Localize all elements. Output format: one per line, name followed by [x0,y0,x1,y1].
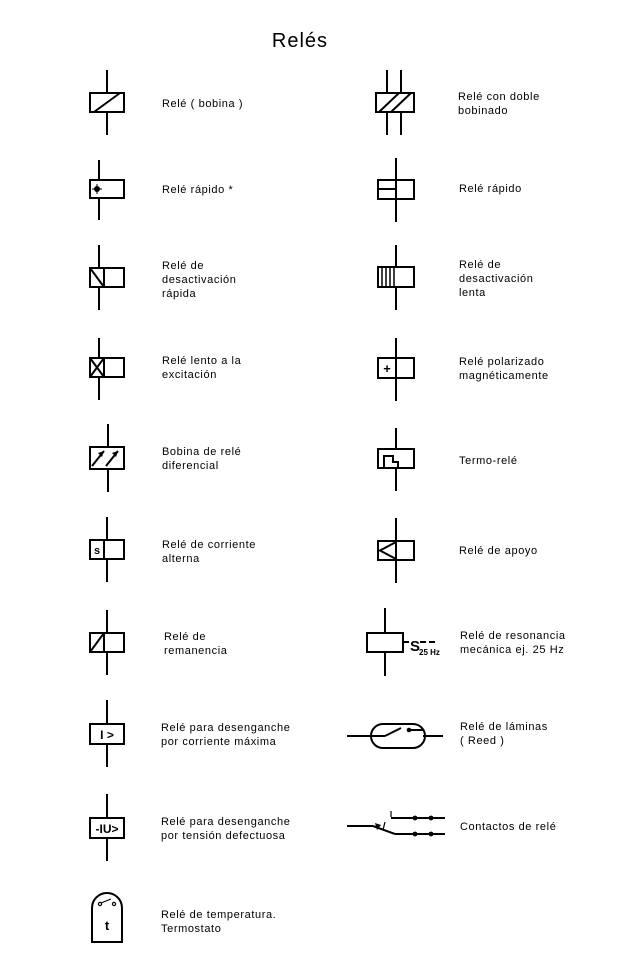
latching-relay-symbol [367,518,427,584]
relay-contacts-symbol [345,808,450,848]
label-polarized-relay: Relé polarizado magnéticamente [459,356,549,382]
mechanical-resonance-relay-symbol [358,608,458,678]
thermal-relay-symbol [367,428,427,494]
label-slow-release-relay: Relé de desactivación lenta [459,259,534,299]
label-relay-contacts: Contactos de relé [460,821,557,833]
polarized-relay-symbol [367,338,427,404]
slow-operate-relay-symbol [82,338,132,404]
undervoltage-text: -IU> [95,822,119,836]
double-winding-relay-symbol [367,70,427,136]
label-fast-relay: Relé rápido [459,183,522,195]
overcurrent-release-relay-symbol [82,700,132,768]
resonance-freq-text: 25 Hz [419,648,440,657]
slow-release-relay-symbol [367,245,427,311]
page-title: Relés [271,30,329,52]
label-ac-relay: Relé de corriente alterna [162,539,256,565]
relay-coil-symbol [82,70,132,136]
undervoltage-release-relay-symbol [82,794,132,862]
label-reed-relay: Relé de láminas ( Reed ) [460,721,548,747]
fast-relay-asterisk-symbol [82,160,132,222]
thermostat-t-text: t [104,918,110,933]
differential-relay-coil-symbol [82,424,132,494]
label-slow-operate-relay: Relé lento a la excitación [162,355,242,381]
label-fast-release-relay: Relé de desactivación rápida [162,260,237,300]
label-remanence-relay: Relé de remanencia [164,631,228,657]
label-thermostat: Relé de temperatura. Termostato [161,909,277,935]
label-latching-relay: Relé de apoyo [459,545,538,557]
reed-relay-symbol [345,718,445,754]
label-double-winding-relay: Relé con doble bobinado [458,91,540,117]
ac-relay-symbol [82,517,132,583]
fast-release-relay-symbol [82,245,132,311]
overcurrent-text: I > [100,728,114,742]
resonance-s-text: S [410,638,421,655]
label-differential-relay-coil: Bobina de relé diferencial [162,446,242,472]
fast-relay-symbol [367,158,427,224]
label-thermal-relay: Termo-relé [459,455,518,467]
label-fast-relay-asterisk: Relé rápido * [162,184,234,196]
ac-s-text: s [93,545,101,557]
plus-text: + [383,361,391,376]
thermostat-symbol [82,882,132,946]
label-relay-coil: Relé ( bobina ) [162,98,244,110]
label-mechanical-resonance-relay: Relé de resonancia mecánica ej. 25 Hz [460,630,566,656]
label-undervoltage-release-relay: Relé para desenganche por tensión defectuosa [161,816,291,842]
remanence-relay-symbol [82,610,132,676]
label-overcurrent-release-relay: Relé para desenganche por corriente máxima [161,722,291,748]
